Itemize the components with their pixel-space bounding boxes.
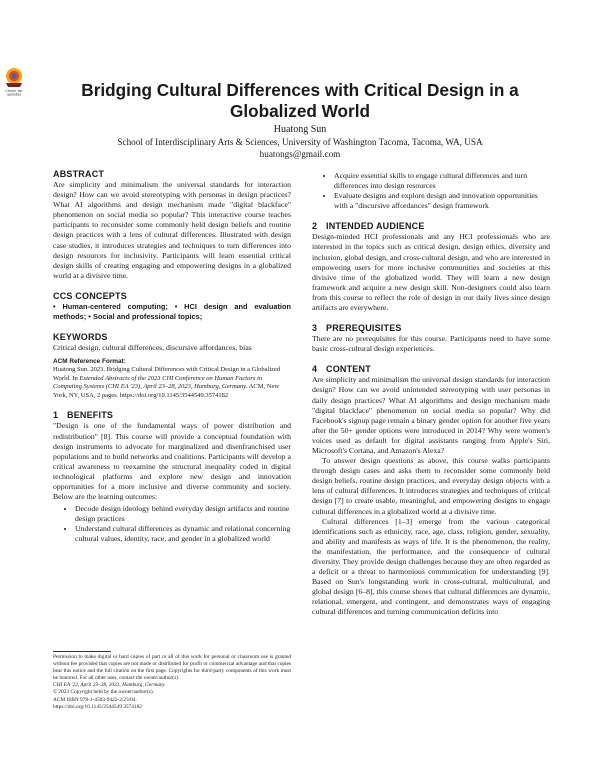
reference-venue: Extended Abstracts of the 2023 CHI Conference on Human Factors in Computing Systems (CHI EA '23), April 23–28, 2023, Hamburg, Germany. [53,374,263,391]
abstract-heading: ABSTRACT [53,169,105,179]
paper-title: Bridging Cultural Differences with Critical Design in a Globalized World [81,80,519,121]
right-column [312,171,550,618]
keywords-heading: KEYWORDS [53,331,108,342]
author-email: huatongs@gmail.com [259,149,341,159]
content-paragraph: Cultural differences [1–3] emerge from the various categorical identifications such as ethnicity, race, age, class, religion, gender, sexuality, and ability and manifests as ways of life. It is the phenomenon, the reality, the manifestation, the performance, and the consequence of cultural diversity. They provide design challenges because they are often regarded as a deficit or a threat to harmonious communication for understanding [9]. Based on Sun's longstanding work in cross-cultural, multicultural, and global design [6–8], this course shows that cultural differences are dynamic, relational, emergent, and contingent, and demonstrates ways of engaging cultural differences and turning communication deficits into [312,516,550,617]
content-heading: 4 CONTENT [312,364,371,375]
content-paragraph: Are simplicity and minimalism the universal design standards for interaction design? How can we avoid unintended stereotyping with user personas in daily design practices? What AI algorithms and design mechanism made "digital blackface" phenomenon on social media so popular? Why did Facebook's signup page remain a binary gender option for another five years after the 50+ gender options were introduced in 2014? Why were women's voices used as default for digital assistants ranging from Apple's Siri, Microsoft's Cortana, and Amazon's Alexa? [312,375,550,455]
ccs-heading: CCS CONCEPTS [53,290,127,301]
audience-text: Design-minded HCI professionals and any HCI professionals who are interested in the topics such as critical design, design ethics, diversity and inclusion, global design, and cross-cultural design, and who are interested in empowering users for more inclusive communities and societies at this divisive time of the globalized world. They will learn a new design framework and acquire a new design skill. Non-designers could also learn from this course to reflect the role of design in our daily lives since design artifacts are everywhere. [312,232,550,313]
reference-format-text [53,366,291,400]
author-affiliation: School of Interdisciplinary Arts & Sciences, University of Washington Tacoma, Tacoma, WA, USA [117,137,483,147]
ccs-text: • Human-centered computing; • HCI design and evaluation methods; • Social and professional topics; [53,301,291,321]
learning-outcomes-list-continued [312,171,550,211]
left-column [53,168,291,545]
benefits-text: "Design is one of the fundamental ways of power distribution and redistribution" [8]. This course will provide a conceptual foundation with design instruments to advocate for marginalized and disenfranchised user populations and to build networks and coalitions. Participants will develop a critical awareness to reexamine the structural inequality coded in digital technological platforms and explore new design and innovation opportunities for a more inclusive and diverse community and society. Below are the learning outcomes: [53,421,291,502]
reference-format-heading: ACM Reference Format: [53,358,126,366]
permission-notice: Permission to make digital or hard copies of part or all of this work for personal or classroom use is granted without fee provided that copies are not made or distributed for profit or commercial advantage and that copies bear this notice and the full citation on the first page. Copyrights for third-party components of this work must be honored. For all other uses, contact the owner/author(s). [53,654,291,682]
acm-badge-logo [3,66,25,96]
learning-outcome-item: • Acquire essential skills to engage cultural differences and turn differences into design resources [334,171,550,191]
prerequisites-heading: 3 PREREQUISITES [312,323,402,334]
copyright-notice: © 2023 Copyright held by the owner/author(s). [53,689,154,696]
content-paragraph: To answer design questions as above, this course walks participants through design cases and asks them to reconsider some commonly held design beliefs, routine design practices, and everyday design objects with a lens of cultural differences. It introduces strategies and techniques of critical design [7] to create usable, meaningful, and empowering designs to engage cultural differences in a globalized world at a divisive time. [312,456,550,516]
doi-link[interactable]: https://doi.org/10.1145/3544549.3574182 [53,703,142,710]
audience-heading: 2 INTENDED AUDIENCE [312,221,425,232]
conference-info: CHI EA '23, April 23–28, 2023, Hamburg, Germany [53,682,165,689]
svg-text:updates: updates [6,92,22,96]
reference-text-before: Huatong Sun. 2023. Bridging Cultural Differences with Critical Design in a Globalized World. In [53,366,281,382]
svg-text:Check for: Check for [5,89,23,93]
benefits-heading: 1 BENEFITS [53,410,114,421]
learning-outcome-item: • Decode design ideology behind everyday design artifacts and routine design practices [75,504,291,524]
author-name: Huatong Sun [273,124,327,135]
learning-outcomes-list [53,504,291,544]
reference-text-after: ACM, New York, NY, USA, 2 pages. https://doi.org/10.1145/3544549.3574182 [53,383,280,399]
footer-divider [53,651,111,652]
keywords-text: Critical design, cultural differences, discursive affordances, bias [53,342,252,352]
copyright-footer [53,654,291,711]
prerequisites-text: There are no prerequisites for this course. Participants need to have some basic cross-cultural design experiences. [312,334,550,354]
learning-outcome-item: • Evaluate designs and explore design and innovation opportunities with a "discursive affordances" design framework [334,191,550,211]
learning-outcome-item: • Understand cultural differences as dynamic and relational concerning cultural values, identity, race, and gender in a globalized world [75,524,291,544]
abstract-text: Are simplicity and minimalism the universal standards for interaction design? How can we avoid stereotyping with personas in design practices? What AI algorithms and design mechanism made "digital blackface" phenomenon on social media so popular? This interactive course teaches participants to reconsider some commonly held design beliefs and routine design practices with a lens of cultural differences. Illustrated with design case studies, it introduces strategies and techniques to turn differences into design resources for inclusivity. Participants will learn essential critical design skills of creating engaging and empowering designs in a globalized world at a divisive time. [53,180,291,280]
isbn: ACM ISBN 978-1-4503-9422-2/23/04. [53,696,137,703]
